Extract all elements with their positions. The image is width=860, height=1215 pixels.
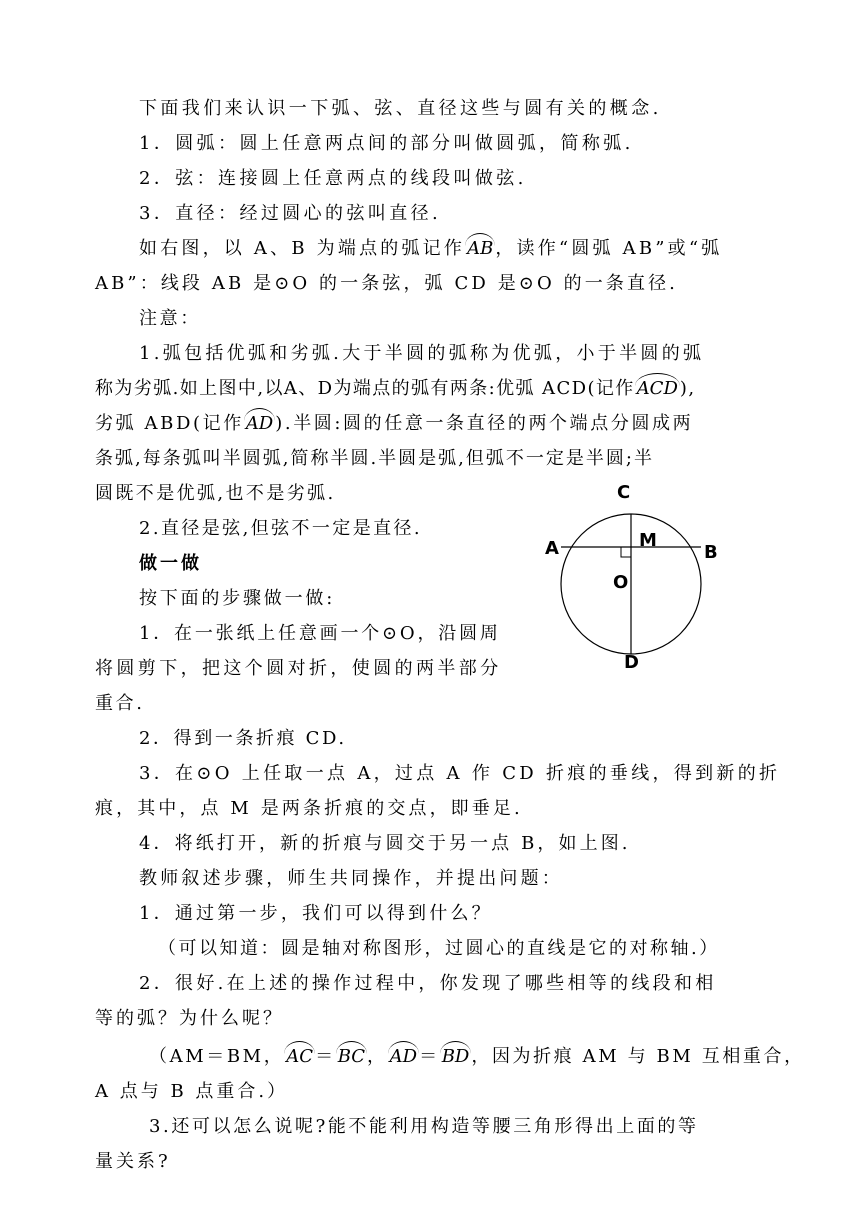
note2: 2.直径是弦,但弦不一定是直径.: [139, 518, 423, 539]
notation-paragraph-line1: [139, 237, 722, 261]
label-a: A: [545, 538, 559, 559]
steps-intro: 按下面的步骤做一做:: [139, 588, 336, 609]
arc-ab-symbol: AB: [467, 238, 494, 259]
arc-ac-symbol: AC: [286, 1046, 314, 1067]
question2-line2: 等的弧？为什么呢？: [95, 1008, 284, 1029]
teacher-narration: 教师叙述步骤，师生共同操作，并提出问题：: [139, 868, 563, 889]
note-heading: 注意：: [139, 308, 201, 329]
question3-line2: 量关系?: [95, 1151, 171, 1172]
answer2-post: ，因为折痕 AM 与 BM 互相重合，: [471, 1046, 805, 1067]
step3-line1: 3．在⊙O 上任取一点 A，过点 A 作 CD 折痕的垂线，得到新的折: [139, 763, 781, 784]
arc-bd-symbol: BD: [441, 1046, 470, 1067]
note1-line3: [95, 412, 693, 436]
definition-chord: 2．弦：连接圆上任意两点的线段叫做弦.: [139, 168, 527, 189]
answer2-line2: A 点与 B 点重合.）: [95, 1081, 289, 1102]
right-angle-mark: [621, 547, 631, 557]
label-c: C: [617, 482, 631, 503]
step1-line3: 重合.: [95, 693, 145, 714]
circle-figure: [535, 478, 735, 678]
answer2-line1: [149, 1045, 805, 1069]
question2-line1: 2．很好.在上述的操作过程中，你发现了哪些相等的线段和相: [139, 973, 717, 994]
question3-line1: 3.还可以怎么说呢?能不能利用构造等腰三角形得出上面的等: [149, 1116, 699, 1137]
label-d: D: [624, 652, 639, 673]
notation-text-post: ，读作“圆弧 AB”或“弧: [495, 238, 723, 259]
paragraph-intro: 下面我们来认识一下弧、弦、直径这些与圆有关的概念.: [139, 98, 662, 119]
note1-line3-post: ).半圆:圆的任意一条直径的两个端点分圆成两: [275, 413, 694, 434]
arc-bc-symbol: BC: [337, 1046, 366, 1067]
step2: 2．得到一条折痕 CD.: [139, 728, 347, 749]
section-heading-do-it: 做一做: [139, 553, 202, 574]
arc-ad-symbol: AD: [245, 413, 274, 434]
question1: 1．通过第一步，我们可以得到什么？: [139, 903, 493, 924]
answer2-comma: ，: [367, 1046, 388, 1067]
note1-line4: 条弧,每条弧叫半圆弧,简称半圆.半圆是弧,但弧不一定是半圆;半: [95, 448, 654, 469]
notation-paragraph-line2: AB”：线段 AB 是⊙O 的一条弦，弧 CD 是⊙O 的一条直径.: [95, 273, 678, 294]
definition-arc: 1．圆弧：圆上任意两点间的部分叫做圆弧，简称弧.: [139, 133, 634, 154]
note1-line2: [95, 377, 695, 401]
step1-line2: 将圆剪下，把这个圆对折，使圆的两半部分: [95, 658, 502, 679]
answer2-pre: （AM＝BM，: [149, 1046, 285, 1067]
arc-ad-symbol-2: AD: [389, 1046, 418, 1067]
note1-line1: 1.弧包括优弧和劣弧.大于半圆的弧称为优弧，小于半圆的弧: [139, 343, 705, 364]
note1-line2-pre: 称为劣弧.如上图中,以A、D为端点的弧有两条:优弧 ACD(记作: [95, 378, 635, 399]
step1-line1: 1．在一张纸上任意画一个⊙O，沿圆周: [139, 623, 501, 644]
note1-line3-pre: 劣弧 ABD(记作: [95, 413, 244, 434]
step4: 4．将纸打开，新的折痕与圆交于另一点 B，如上图.: [139, 833, 631, 854]
arc-acd-symbol: ACD: [636, 378, 678, 399]
notation-text-pre: 如右图，以 A、B 为端点的弧记作: [139, 238, 466, 259]
label-b: B: [704, 542, 718, 563]
definition-diameter: 3．直径：经过圆心的弦叫直径.: [139, 203, 442, 224]
label-m: M: [639, 530, 657, 551]
note1-line5: 圆既不是优弧,也不是劣弧.: [95, 483, 336, 504]
step3-line2: 痕，其中，点 M 是两条折痕的交点，即垂足.: [95, 798, 523, 819]
equals-sign-2: ＝: [419, 1046, 440, 1067]
note1-line2-post: ),: [679, 378, 696, 399]
equals-sign-1: ＝: [315, 1046, 336, 1067]
answer1: （可以知道：圆是轴对称图形，过圆心的直线是它的对称轴.）: [158, 938, 720, 959]
label-o: O: [613, 572, 629, 593]
